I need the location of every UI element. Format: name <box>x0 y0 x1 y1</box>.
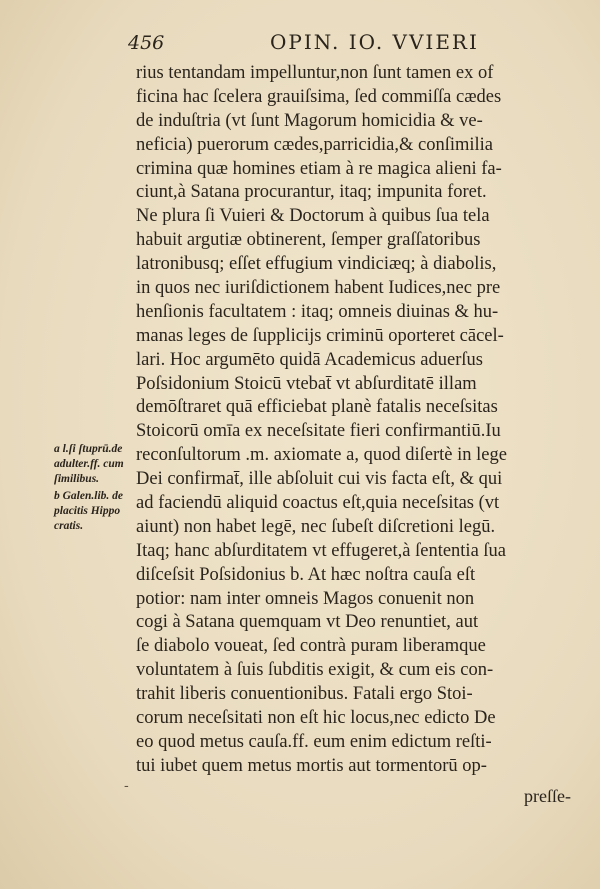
margin-notes <box>54 442 144 536</box>
page-number: 456 <box>128 32 165 54</box>
text-line: eo quod metus cauſa.ff. eum enim edictum reſti- <box>136 731 492 752</box>
text-line: potior: nam inter omneis Magos conuenit non <box>136 588 475 609</box>
text-line: lari. Hoc argumēto quidā Academicus aduerſus <box>136 349 483 370</box>
text-line: ad faciendū aliquid coactus eſt,quia neceſsitas (vt <box>136 493 500 514</box>
page-header <box>120 30 540 56</box>
text-line: demōſtraret quā efficiebat planè fatalis neceſsitas <box>136 397 498 418</box>
text-line: Dei confirmat̄, ille abſoluit cui vis facta eſt, & qui <box>136 469 503 490</box>
text-line: diſceſsit Poſsidonius b. At hæc noſtra cauſa eſt <box>136 564 476 585</box>
text-line: ciunt,à Satana procurantur, itaq; impunita foret. <box>136 182 487 203</box>
text-line: aiunt) non habet legē, nec ſubeſt diſcretioni legū. <box>136 516 496 537</box>
text-line: Poſsidonium Stoicū vtebat̄ vt abſurditatē illam <box>136 373 477 394</box>
running-head: OPIN. IO. VVIERI <box>270 30 479 54</box>
text-line: ficina hac ſcelera grauiſsima, ſed commiſſa cædes <box>136 86 502 107</box>
text-line: habuit argutiæ obtinerent, ſemper graſſatoribus <box>136 230 481 251</box>
text-line: de induſtria (vt ſunt Magorum homicidia & ve- <box>136 110 483 131</box>
text-line: tui iubet quem metus mortis aut tormentorū op- <box>136 755 487 776</box>
text-line: ſe diabolo voueat, ſed contrà puram liberamque <box>136 636 486 657</box>
text-line: manas leges de ſupplicijs criminū oporteret cācel- <box>136 325 504 346</box>
text-line: corum neceſsitati non eſt hic locus,nec edicto De <box>136 708 496 729</box>
text-line: in quos nec iuriſdictionem habent Iudices,nec pre <box>136 278 501 299</box>
text-line: neficia) puerorum cædes,parricidia,& conſimilia <box>136 134 494 155</box>
text-line: trahit liberis conuentionibus. Fatali ergo Stoi- <box>136 684 473 705</box>
catchword: preſſe- <box>524 786 571 806</box>
text-line: Stoicorū omīa ex neceſsitate fieri confirmantiū.Iu <box>136 421 501 442</box>
margin-dash-mark: - <box>124 778 129 794</box>
margin-note-b: b Galen.lib. de placitis Hippo cratis. <box>54 490 123 532</box>
text-line: latronibusq; eſſet effugium vindiciæq; à diabolis, <box>136 254 497 275</box>
text-line: crimina quæ homines etiam à re magica alieni fa- <box>136 158 502 179</box>
text-line: Itaq; hanc abſurditatem vt effugeret,à ſententia ſua <box>136 540 507 561</box>
text-line: voluntatem à ſuis ſubditis exigit, & cum eis con- <box>136 660 494 681</box>
text-line: reconſultorum .m. axiomate a, quod diſertè in lege <box>136 445 507 466</box>
text-line: Ne plura ſi Vuieri & Doctorum à quibus ſua tela <box>136 206 490 227</box>
body-text <box>136 62 576 779</box>
text-line: henſionis facultatem : itaq; omneis diuinas & hu- <box>136 301 499 322</box>
margin-note-a: a l.ſi ſtuprū.de adulter.ff. cum ſimilibus. <box>54 443 124 485</box>
text-line: rius tentandam impelluntur,non ſunt tamen ex of <box>136 63 494 83</box>
text-line: cogi à Satana quemquam vt Deo renuntiet, aut <box>136 612 479 633</box>
